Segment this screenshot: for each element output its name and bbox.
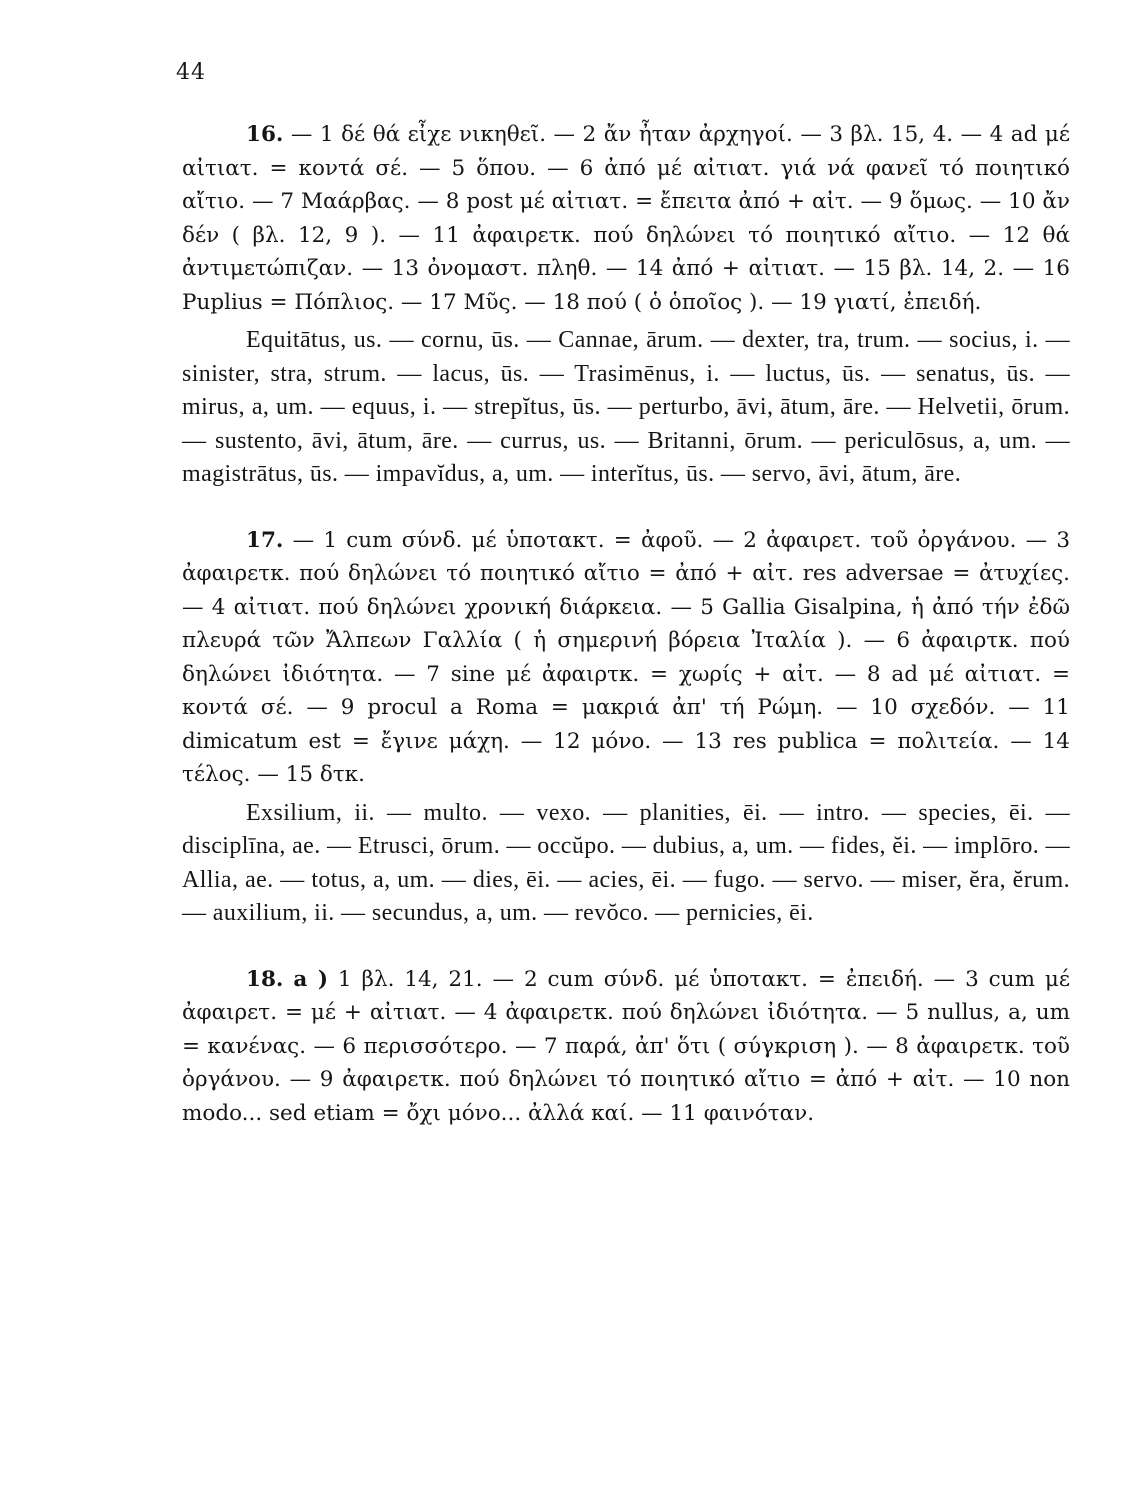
page-number: 44 xyxy=(176,60,206,85)
section-17-notes xyxy=(182,524,1070,792)
subsection-label: a ) xyxy=(293,966,328,992)
section-17-vocabulary: Exsilium, ii. — multo. — vexo. — planities, ēi. — intro. — species, ēi. — disciplīna, ae. — Etrusci, ōrum. — occŭpo. — dubius, a, um. — fides, ĕi. — implōro. — Allia, ae. — totus, a, um. — dies, ēi. — acies, ēi. — fugo. — servo. — miser, ĕra, ĕrum. — auxilium, ii. — secundus, a, um. — revŏco. — pernicies, ēi. xyxy=(182,799,1070,926)
section-number: 17. xyxy=(246,527,284,553)
notes-text: 1 βλ. 14, 21. — 2 cum σύνδ. μέ ὑποτακτ. = ἐπειδή. — 3 cum μέ ἀφαιρετ. = μέ + αἰτιατ. — 4 ἀφαιρετκ. πού δηλώνει ἰδιότητα. — 5 nullus, a, um = κανένας. — 6 περισσότερο. — 7 παρά, ἀπ' ὅτι ( σύγκριση ). — 8 ἀφαιρετκ. τοῦ ὀργάνου. — 9 ἀφαιρετκ. πού δηλώνει τό ποιητικό αἴτιο = ἀπό + αἰτ. — 10 non modo... sed etiam = ὄχι μόνο... ἀλλά καί. — 11 φαινόταν. xyxy=(182,966,1070,1126)
section-number: 16. xyxy=(246,122,284,147)
section-16-vocabulary: Equitātus, us. — cornu, ūs. — Cannae, ārum. — dexter, tra, trum. — socius, i. — sinister, stra, strum. — lacus, ūs. — Trasimēnus, i. — luctus, ūs. — senatus, ūs. — mirus, a, um. — equus, i. — strepĭtus, ūs. — perturbo, āvi, ātum, āre. — Helvetii, ōrum. — sustento, āvi, ātum, āre. — currus, us. — Britanni, ōrum. — periculōsus, a, um. — magistrātus, ūs. — impavĭdus, a, um. — interĭtus, ūs. — servo, āvi, ātum, āre. xyxy=(182,327,1070,487)
page-content xyxy=(182,118,1070,1130)
section-18-notes xyxy=(182,963,1070,1131)
section-16-notes xyxy=(182,118,1070,319)
notes-text: — 1 δέ θά εἶχε νικηθεῖ. — 2 ἄν ἦταν ἀρχηγοί. — 3 βλ. 15, 4. — 4 ad μέ αἰτιατ. = κοντά σέ. — 5 ὅπου. — 6 ἀπό μέ αἰτιατ. γιά νά φανεῖ τό ποιητικό αἴτιο. — 7 Μαάρβας. — 8 post μέ αἰτιατ. = ἔπειτα ἀπό + αἰτ. — 9 ὅμως. — 10 ἄν δέν ( βλ. 12, 9 ). — 11 ἀφαιρετκ. πού δηλώνει τό ποιητικό αἴτιο. — 12 θά ἀντιμετώπιζαν. — 13 ὀνομαστ. πληθ. — 14 ἀπό + αἰτιατ. — 15 βλ. 14, 2. — 16 Puplius = Πόπλιος. — 17 Μῦς. — 18 πού ( ὁ ὁποῖος ). — 19 γιατί, ἐπειδή. xyxy=(182,122,1070,315)
section-number: 18. xyxy=(246,966,284,992)
notes-text: — 1 cum σύνδ. μέ ὑποτακτ. = ἀφοῦ. — 2 ἀφαιρετ. τοῦ ὀργάνου. — 3 ἀφαιρετκ. πού δηλώνει τό ποιητικό αἴτιο = ἀπό + αἰτ. res adversae = ἀτυχίες. — 4 αἰτιατ. πού δηλώνει χρονική διάρκεια. — 5 Gallia Gisalpina, ἡ ἀπό τήν ἐδῶ πλευρά τῶν Ἄλπεων Γαλλία ( ἡ σημερινή βόρεια Ἰταλία ). — 6 ἀφαιρτκ. πού δηλώνει ἰδιότητα. — 7 sine μέ ἀφαιρτκ. = χωρίς + αἰτ. — 8 ad μέ αἰτιατ. = κοντά σέ. — 9 procul a Roma = μακριά ἀπ' τή Ρώμη. — 10 σχεδόν. — 11 dimicatum est = ἔγινε μάχη. — 12 μόνο. — 13 res publica = πολιτεία. — 14 τέλος. — 15 δτκ. xyxy=(182,527,1070,787)
